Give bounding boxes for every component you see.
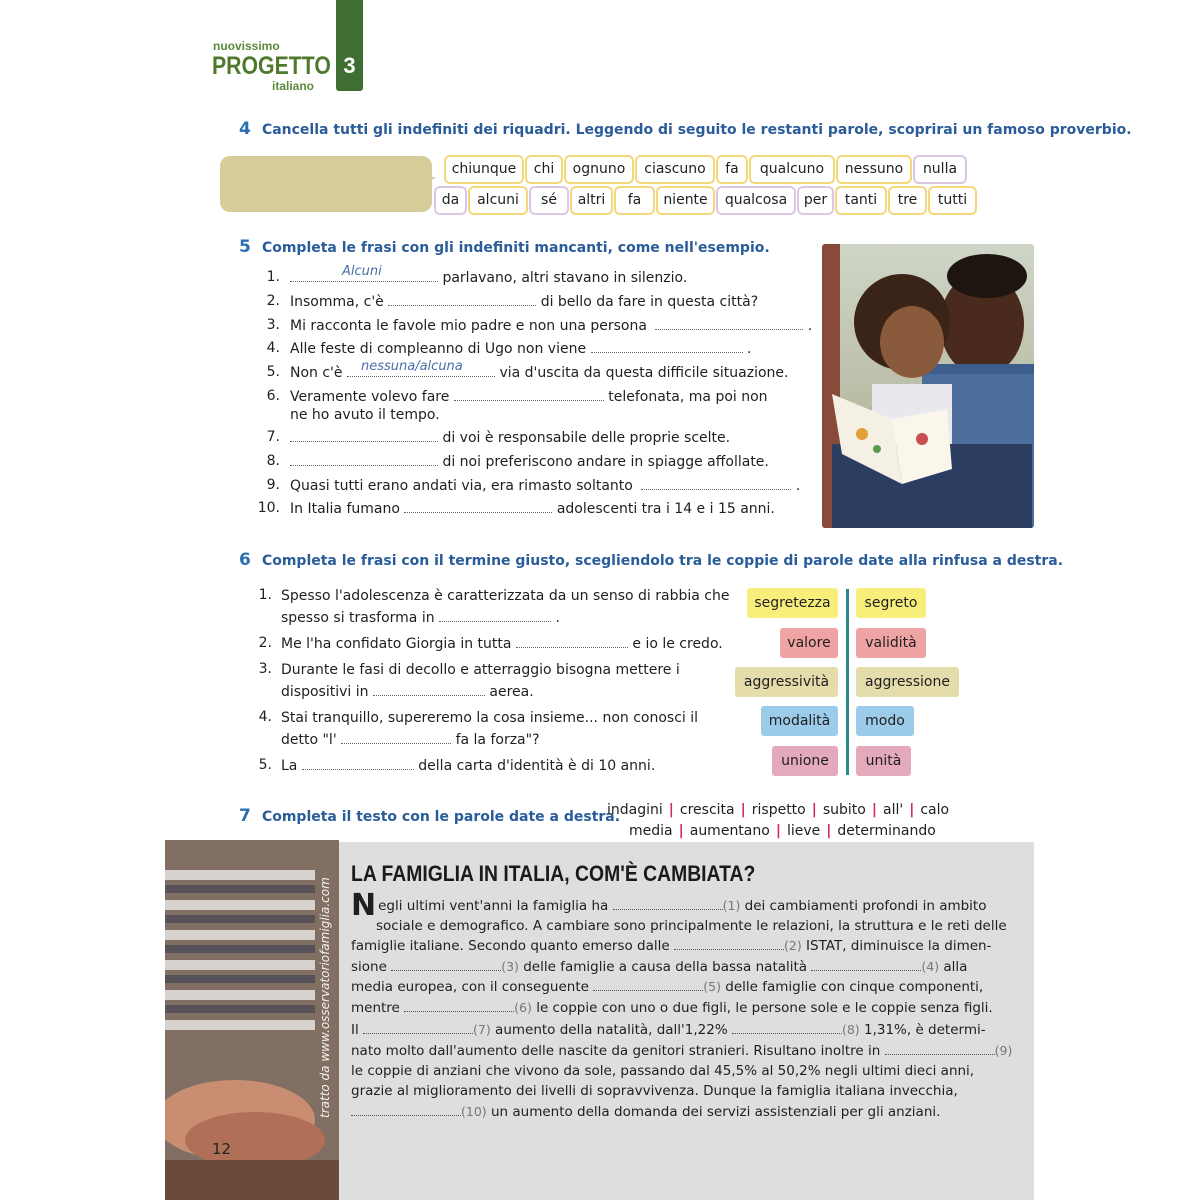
word-box[interactable]: chi — [525, 155, 563, 184]
list-item — [290, 429, 730, 447]
speech-bubble — [220, 156, 432, 212]
word-bank-item: subito — [822, 802, 866, 818]
word-tag-right[interactable]: modo — [856, 706, 914, 736]
word-separator: | — [740, 802, 746, 818]
article-text: le coppie di anziani che vivono da sole, passando dal 45,5% al 50,2% negli ultimi dieci anni, — [351, 1063, 975, 1079]
word-tag-left[interactable]: aggressività — [735, 667, 838, 697]
article-text: dei cambiamenti profondi in ambito — [744, 898, 987, 914]
article-line — [351, 1041, 1013, 1061]
exercise-number: 5 — [239, 237, 251, 257]
article-line — [351, 1081, 960, 1101]
list-item — [290, 340, 751, 358]
list-item — [281, 731, 540, 749]
word-box[interactable]: qualcosa — [716, 186, 796, 215]
article-text: egli ultimi vent'anni la famiglia ha — [378, 898, 609, 914]
article-line — [351, 1020, 986, 1040]
word-box[interactable]: alcuni — [468, 186, 528, 215]
answer-blank[interactable] — [454, 388, 604, 401]
article-text: 1,31%, è determi- — [863, 1022, 986, 1038]
blank-number: (7) — [473, 1022, 491, 1037]
word-box[interactable]: chiunque — [444, 155, 524, 184]
item-number: 10. — [257, 500, 280, 516]
answer-blank[interactable] — [674, 938, 784, 950]
article-text: le coppie con uno o due figli, le persone sole e le coppie senza figli. — [536, 1000, 993, 1016]
father-daughter-photo — [822, 244, 1034, 528]
word-tag-left[interactable]: segretezza — [747, 588, 838, 618]
word-separator: | — [826, 823, 832, 839]
article-line — [351, 1061, 975, 1081]
word-separator: | — [678, 823, 684, 839]
article-text: un aumento della domanda dei servizi assistenziali per gli anziani. — [490, 1104, 941, 1120]
word-bank-row-2 — [629, 823, 936, 839]
article-line — [376, 916, 1007, 936]
sentence-text: . — [555, 610, 560, 626]
article-line — [351, 977, 984, 997]
article-line — [351, 888, 987, 923]
word-separator: | — [811, 802, 817, 818]
exercise-instruction: Completa le frasi con gli indefiniti mancanti, come nell'esempio. — [261, 240, 770, 256]
sentence-text: Spesso l'adolescenza è caratterizzata da un senso di rabbia che — [281, 588, 730, 604]
list-item — [290, 359, 789, 382]
item-number: 2. — [258, 635, 272, 651]
word-bank-item: crescita — [679, 802, 735, 818]
article-text: delle famiglie a causa della bassa natalità — [523, 959, 808, 975]
word-box[interactable]: nulla — [913, 155, 967, 184]
blank-number: (8) — [841, 1022, 860, 1037]
blank-number: (4) — [921, 959, 940, 974]
drop-cap: N — [351, 888, 377, 923]
hands-photo — [165, 840, 339, 1200]
list-item — [290, 293, 758, 311]
list-item — [281, 635, 723, 653]
word-bank-item: lieve — [786, 823, 821, 839]
sentence-text: . — [807, 318, 813, 334]
article-text: sione — [351, 959, 387, 975]
handwritten-answer: nessuna/alcuna — [360, 359, 463, 374]
word-separator: | — [775, 823, 781, 839]
list-item — [290, 388, 768, 406]
word-box[interactable]: niente — [656, 186, 715, 215]
answer-blank[interactable] — [363, 1022, 473, 1034]
list-item — [281, 609, 560, 627]
item-number: 1. — [258, 587, 272, 603]
list-item — [281, 683, 534, 701]
blank-number: (2) — [784, 938, 802, 953]
sentence-text: . — [795, 478, 801, 494]
blank-number: (1) — [722, 898, 741, 913]
sentence-text: telefonata, ma poi non — [608, 389, 768, 405]
sentence-text: Veramente volevo fare — [290, 389, 450, 405]
answer-blank[interactable] — [404, 1000, 514, 1012]
sentence-text: di noi preferiscono andare in spiagge affollate. — [442, 454, 769, 470]
word-tag-right[interactable]: validità — [856, 628, 926, 658]
answer-blank[interactable] — [290, 429, 438, 442]
sentence-text: e io le credo. — [632, 636, 723, 652]
sentence-text: Stai tranquillo, supereremo la cosa insieme... non conosci il — [281, 710, 699, 726]
answer-blank[interactable] — [885, 1043, 995, 1055]
sentence-text: spesso si trasforma in — [281, 610, 435, 626]
sentence-text: della carta d'identità è di 10 anni. — [418, 758, 656, 774]
answer-blank[interactable] — [391, 959, 501, 971]
answer-blank[interactable] — [593, 979, 703, 991]
exercise-4-heading — [239, 119, 1132, 139]
item-number: 6. — [266, 388, 280, 404]
item-number: 4. — [266, 340, 280, 356]
word-bank-row-1 — [607, 802, 949, 818]
item-number: 8. — [266, 453, 280, 469]
word-bank-item: indagini — [607, 802, 663, 818]
answer-blank[interactable] — [351, 1104, 461, 1116]
answer-blank[interactable] — [591, 340, 743, 353]
word-box[interactable]: ognuno — [564, 155, 634, 184]
exercise-7-heading — [239, 806, 620, 826]
answer-blank[interactable] — [613, 898, 723, 910]
answer-blank[interactable] — [641, 477, 791, 490]
article-text: sociale e demografico. A cambiare sono principalmente le relazioni, la struttura e le reti delle — [376, 918, 1007, 934]
sentence-text: Non c'è — [290, 365, 343, 381]
exercise-number: 7 — [239, 806, 251, 826]
word-tag-right[interactable]: segreto — [856, 588, 926, 618]
list-item — [281, 757, 655, 775]
sentence-text: ne ho avuto il tempo. — [290, 407, 440, 423]
divider-line — [846, 589, 849, 775]
exercise-number: 6 — [239, 550, 251, 570]
item-number: 3. — [266, 317, 280, 333]
item-number: 5. — [258, 757, 272, 773]
word-box[interactable]: qualcuno — [749, 155, 835, 184]
exercise-6-heading — [239, 550, 1063, 570]
exercise-instruction: Completa il testo con le parole date a destra. — [261, 809, 621, 825]
article-text: nato molto dall'aumento delle nascite da genitori stranieri. Risultano inoltre in — [351, 1043, 881, 1059]
answer-blank[interactable] — [290, 453, 438, 466]
sentence-text: Me l'ha confidato Giorgia in tutta — [281, 636, 512, 652]
item-number: 4. — [258, 709, 272, 725]
sentence-text: via d'uscita da questa difficile situazione. — [499, 365, 789, 381]
answer-blank[interactable] — [439, 609, 551, 622]
blank-number: (10) — [461, 1104, 487, 1119]
word-tag-right[interactable]: unità — [856, 746, 911, 776]
word-bank-item: all' — [882, 802, 904, 818]
exercise-5-heading — [239, 237, 770, 257]
answer-blank[interactable] — [302, 757, 414, 770]
handwritten-answer: Alcuni — [342, 264, 382, 279]
word-box[interactable]: tre — [888, 186, 927, 215]
blank-number: (5) — [703, 979, 721, 994]
sentence-text: Insomma, c'è — [290, 294, 384, 310]
item-number: 2. — [266, 293, 280, 309]
answer-blank[interactable] — [811, 959, 921, 971]
sentence-text: dispositivi in — [281, 684, 369, 700]
photo-illustration — [165, 840, 339, 1200]
sentence-text: In Italia fumano — [290, 501, 400, 517]
word-tag-left[interactable]: modalità — [761, 706, 838, 736]
article-line — [351, 998, 993, 1018]
word-box[interactable]: da — [434, 186, 467, 215]
sentence-text: di bello da fare in questa città? — [540, 294, 759, 310]
article-text: mentre — [351, 1000, 400, 1016]
answer-blank[interactable] — [516, 635, 628, 648]
article-line — [351, 936, 992, 956]
sentence-text: detto "l' — [281, 732, 337, 748]
answer-blank[interactable] — [655, 317, 803, 330]
word-box[interactable]: nessuno — [836, 155, 912, 184]
answer-blank[interactable] — [290, 264, 438, 282]
sentence-text: Mi racconta le favole mio padre e non una persona — [290, 318, 647, 334]
exercise-instruction: Cancella tutti gli indefiniti dei riquadri. Leggendo di seguito le restanti parole, scoprirai un famoso proverbio. — [261, 122, 1132, 138]
article-text: alla — [943, 959, 968, 975]
sentence-text: adolescenti tra i 14 e i 15 anni. — [556, 501, 775, 517]
blank-number: (3) — [501, 959, 519, 974]
sentence-text: aerea. — [489, 684, 534, 700]
article-title: LA FAMIGLIA IN ITALIA, COM'È CAMBIATA? — [351, 861, 756, 886]
page-number: 12 — [212, 1140, 232, 1158]
speech-bubble-tail — [410, 168, 436, 188]
sentence-text: La — [281, 758, 298, 774]
word-separator: | — [909, 802, 915, 818]
item-number: 7. — [266, 429, 280, 445]
answer-blank[interactable] — [388, 293, 536, 306]
article-text: Il — [351, 1022, 359, 1038]
word-box[interactable]: per — [797, 186, 834, 215]
answer-blank[interactable] — [732, 1022, 842, 1034]
word-tag-left[interactable]: valore — [780, 628, 838, 658]
answer-blank[interactable] — [404, 500, 552, 513]
logo-title: PROGETTO — [212, 52, 331, 80]
article-text: grazie al miglioramento dei livelli di sopravvivenza. Dunque la famiglia italiana invecchia, — [351, 1083, 958, 1099]
source-credit: tratto da www.osservatoriofamiglia.com — [318, 877, 332, 1118]
article-text: delle famiglie con cinque componenti, — [725, 979, 984, 995]
item-number: 5. — [266, 364, 280, 380]
blank-number: (9) — [994, 1043, 1013, 1058]
sentence-text: di voi è responsabile delle proprie scelte. — [442, 430, 731, 446]
word-tag-left[interactable]: unione — [772, 746, 838, 776]
sentence-text: parlavano, altri stavano in silenzio. — [442, 270, 688, 286]
word-bank-item: calo — [920, 802, 950, 818]
article-line — [351, 1102, 960, 1122]
word-box[interactable]: fa — [614, 186, 655, 215]
item-number: 3. — [258, 661, 272, 677]
word-separator: | — [668, 802, 674, 818]
sentence-text: fa la forza"? — [455, 732, 540, 748]
word-box[interactable]: sé — [529, 186, 569, 215]
list-item — [290, 500, 775, 518]
list-item — [290, 317, 812, 335]
sentence-text: Quasi tutti erano andati via, era rimasto soltanto — [290, 478, 633, 494]
exercise-number: 4 — [239, 119, 251, 139]
item-number: 9. — [266, 477, 280, 493]
sentence-text: . — [746, 341, 752, 357]
word-separator: | — [871, 802, 877, 818]
list-item — [290, 264, 688, 287]
word-box[interactable]: tutti — [928, 186, 977, 215]
word-box[interactable]: fa — [716, 155, 748, 184]
article-text: famiglie italiane. Secondo quanto emerso dalle — [351, 938, 670, 954]
word-tag-right[interactable]: aggressione — [856, 667, 959, 697]
logo-subtitle: italiano — [272, 79, 315, 93]
word-bank-item: aumentano — [689, 823, 770, 839]
sentence-text: Durante le fasi di decollo e atterraggio bisogna mettere i — [281, 662, 680, 678]
answer-blank[interactable] — [373, 683, 485, 696]
logo-small-text: nuovissimo — [213, 39, 280, 53]
word-bank-item: rispetto — [751, 802, 806, 818]
answer-blank[interactable] — [341, 731, 451, 744]
word-box[interactable]: altri — [570, 186, 613, 215]
article-line — [351, 957, 968, 977]
item-number: 1. — [266, 269, 280, 285]
unit-tab: 3 — [336, 0, 363, 91]
list-item — [290, 477, 800, 495]
article-text: media europea, con il conseguente — [351, 979, 589, 995]
word-bank-item: determinando — [837, 823, 936, 839]
article-text: ISTAT, diminuisce la dimen- — [806, 938, 992, 954]
exercise-instruction: Completa le frasi con il termine giusto, scegliendolo tra le coppie di parole date alla rinfusa a destra. — [261, 553, 1064, 569]
article-text: aumento della natalità, dall'1,22% — [495, 1022, 728, 1038]
blank-number: (6) — [514, 1000, 532, 1015]
answer-blank[interactable] — [347, 359, 495, 377]
sentence-text: Alle feste di compleanno di Ugo non viene — [290, 341, 587, 357]
list-item — [290, 453, 769, 471]
word-box[interactable]: tanti — [835, 186, 887, 215]
word-box[interactable]: ciascuno — [635, 155, 715, 184]
word-bank-item: media — [629, 823, 673, 839]
photo-illustration — [822, 244, 1034, 528]
